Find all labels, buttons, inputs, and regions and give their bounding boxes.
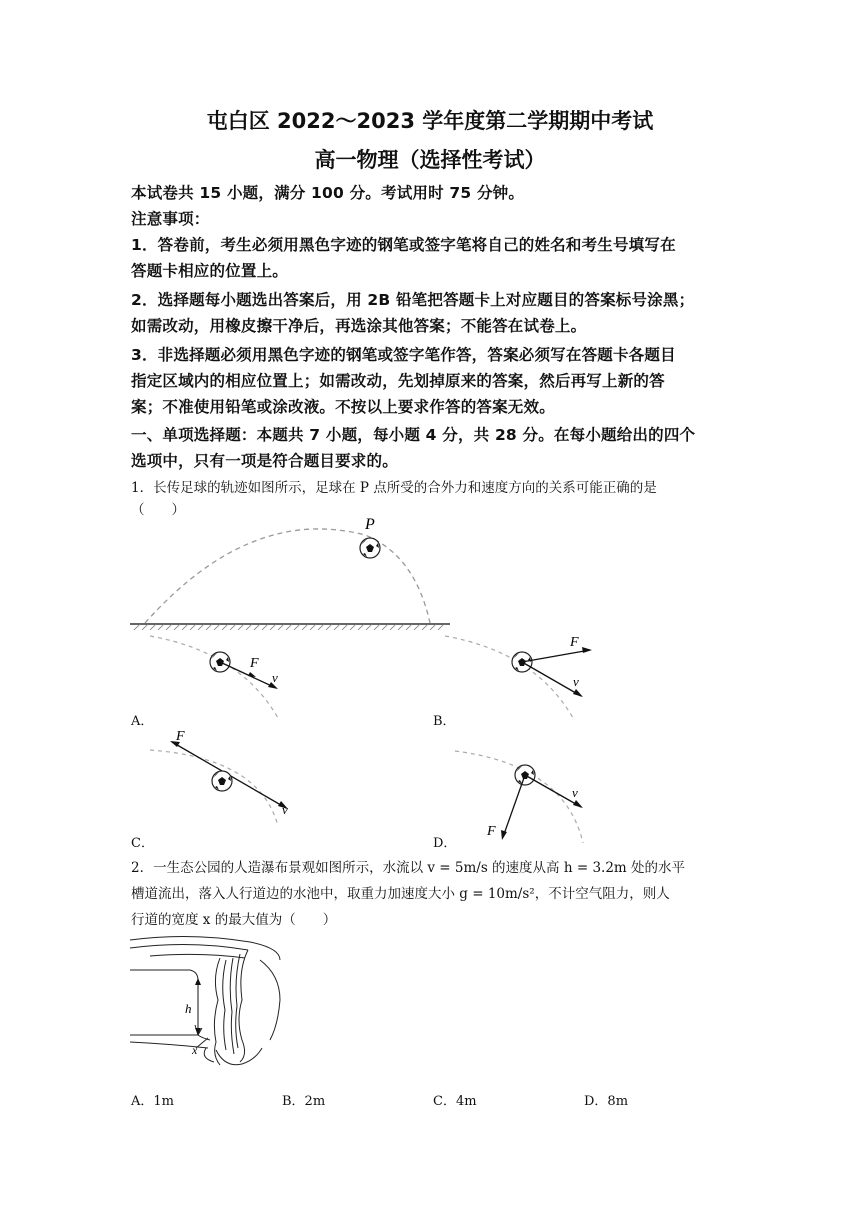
question-1-text: 1．长传足球的轨迹如图所示，足球在 P 点所受的合外力和速度方向的关系可能正确的是 — [131, 480, 657, 496]
option-d-label[interactable]: D． — [433, 836, 457, 851]
notice-line: 1．答卷前，考生必须用黑色字迹的钢笔或签字笔将自己的姓名和考生号填写在 — [131, 236, 676, 254]
option-b-figure — [445, 630, 605, 722]
height-label: h — [185, 1001, 192, 1016]
question-2-text: 槽道流出，落入人行道边的水池中，取重力加速度大小 g = 10m/s²，不计空气阻力，则人 — [131, 886, 670, 902]
point-p-label: P — [365, 516, 375, 533]
notice-line: 案；不准使用铅笔或涂改液。不按以上要求作答的答案无效。 — [131, 398, 555, 416]
force-label: F — [250, 656, 259, 671]
velocity-label: v — [573, 674, 579, 689]
velocity-label: v — [282, 802, 288, 817]
width-label: x — [192, 1043, 198, 1057]
notice-line: 2．选择题每小题选出答案后，用 2B 铅笔把答题卡上对应题目的答案标号涂黑； — [131, 291, 695, 309]
notice-line: 3．非选择题必须用黑色字迹的钢笔或签字笔作答，答案必须写在答题卡各题目 — [131, 346, 676, 364]
option-a-figure — [150, 630, 290, 722]
option-c-label[interactable]: C．4m — [433, 1094, 477, 1109]
section-heading: 选项中，只有一项是符合题目要求的。 — [131, 452, 398, 470]
notice-line: 如需改动，用橡皮擦干净后，再选涂其他答案；不能答在试卷上。 — [131, 317, 587, 335]
trajectory-figure — [130, 515, 460, 635]
force-label: F — [570, 635, 579, 650]
velocity-label: v — [572, 785, 578, 800]
option-d-figure — [455, 745, 595, 845]
option-a-label[interactable]: A． — [131, 714, 154, 729]
notice-heading: 注意事项： — [131, 210, 210, 228]
exam-title: 屯白区 2022～2023 学年度第二学期期中考试 — [206, 109, 654, 133]
option-c-label[interactable]: C． — [131, 836, 154, 851]
option-b-label[interactable]: B．2m — [282, 1094, 326, 1109]
exam-subtitle: 高一物理（选择性考试） — [314, 148, 546, 172]
option-b-label[interactable]: B． — [433, 714, 456, 729]
waterfall-figure — [130, 930, 290, 1080]
soccer-ball-icon — [360, 538, 380, 558]
question-2-text: 行道的宽度 x 的最大值为（ ） — [131, 912, 337, 928]
option-d-label[interactable]: D．8m — [584, 1094, 629, 1109]
notice-line: 指定区域内的相应位置上；如需改动，先划掉原来的答案，然后再写上新的答 — [131, 372, 665, 390]
force-label: F — [487, 824, 496, 839]
exam-intro: 本试卷共 15 小题，满分 100 分。考试用时 75 分钟。 — [131, 184, 525, 202]
force-label: F — [176, 729, 185, 744]
soccer-ball-icon — [212, 771, 232, 791]
question-1-blank: （ ） — [131, 502, 185, 518]
section-heading: 一、单项选择题：本题共 7 小题，每小题 4 分，共 28 分。在每小题给出的四个 — [131, 426, 696, 444]
option-a-label[interactable]: A．1m — [131, 1094, 174, 1109]
notice-line: 答题卡相应的位置上。 — [131, 262, 289, 280]
velocity-label: v — [272, 670, 278, 685]
question-2-text: 2．一生态公园的人造瀑布景观如图所示，水流以 v = 5m/s 的速度从高 h = 3.2m 处的水平 — [131, 860, 686, 876]
option-c-figure — [150, 728, 300, 828]
